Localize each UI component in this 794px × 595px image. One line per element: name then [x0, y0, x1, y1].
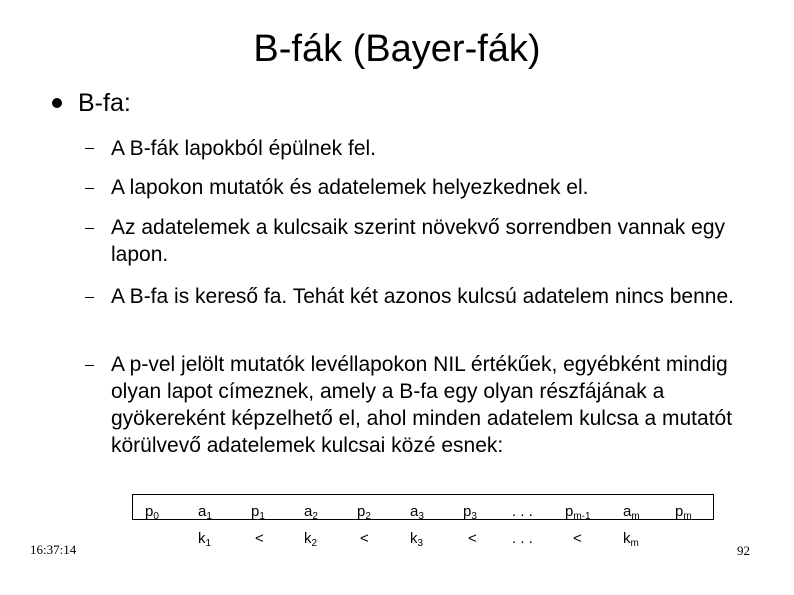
node-symbol: p	[565, 503, 574, 520]
key-cell	[623, 530, 639, 548]
node-cell	[251, 503, 265, 521]
key-subscript: 2	[311, 538, 318, 549]
bullet-item: A B-fa is kereső fa. Tehát két azonos kulcsú adatelem nincs benne.	[111, 285, 734, 308]
key-symbol: k	[410, 530, 418, 547]
node-cell	[565, 503, 591, 521]
key-subscript: 3	[417, 538, 424, 549]
key-symbol: <	[573, 530, 582, 547]
footer-timestamp: 16:37:14	[30, 542, 77, 557]
bullet-item: A p-vel jelölt mutatók levéllapokon NIL értékűek, egyébként mindig olyan lapot címeznek, amely a B-fa egy olyan részfájának a gyökereként képzelhető el, ahol minden adatelem kulcsa a mutatót körülvevő adatelemek kulcsai közé esnek:	[111, 353, 733, 457]
node-symbol: p	[251, 503, 260, 520]
key-cell	[468, 530, 477, 548]
bullet-item: Az adatelemek a kulcsaik szerint növekvő sorrendben vannak egy lapon.	[111, 216, 726, 266]
key-symbol: . . .	[512, 530, 533, 547]
key-symbol: <	[360, 530, 369, 547]
node-subscript: m	[631, 511, 640, 522]
node-subscript: 3	[418, 511, 424, 522]
footer-page-number: 92	[737, 543, 750, 558]
bullet-item: A B-fák lapokból épülnek fel.	[111, 137, 377, 160]
node-cell	[463, 503, 477, 521]
node-cell	[145, 503, 159, 521]
key-cell	[573, 530, 582, 548]
node-cell	[304, 503, 318, 521]
key-symbol: k	[304, 530, 312, 547]
dash-bullet-icon	[85, 228, 94, 229]
key-subscript: 1	[205, 538, 212, 549]
node-symbol: a	[304, 503, 313, 520]
node-symbol: a	[410, 503, 419, 520]
node-cell	[198, 503, 212, 521]
dash-bullet-icon	[85, 148, 94, 149]
node-cell	[675, 503, 692, 521]
key-cell	[304, 530, 317, 548]
bullet-dot-icon	[52, 98, 62, 108]
key-cell	[410, 530, 423, 548]
dash-bullet-icon	[85, 365, 94, 366]
dash-bullet-icon	[85, 297, 94, 298]
node-subscript: 1	[259, 511, 265, 522]
node-subscript: m	[683, 511, 692, 522]
key-symbol: <	[255, 530, 264, 547]
key-symbol: k	[623, 530, 631, 547]
node-symbol: a	[198, 503, 207, 520]
level1-heading: B-fa:	[78, 89, 131, 117]
key-symbol: <	[468, 530, 477, 547]
key-cell	[360, 530, 369, 548]
node-subscript: 1	[206, 511, 212, 522]
node-cell	[357, 503, 371, 521]
key-subscript: m	[630, 538, 639, 549]
node-symbol: p	[145, 503, 154, 520]
key-cell	[198, 530, 211, 548]
node-symbol: p	[675, 503, 684, 520]
node-cell	[410, 503, 424, 521]
node-subscript: 3	[471, 511, 477, 522]
node-cell	[512, 503, 533, 521]
key-symbol: k	[198, 530, 206, 547]
key-cell	[255, 530, 264, 548]
node-subscript: 2	[365, 511, 371, 522]
node-subscript: 0	[153, 511, 159, 522]
node-symbol: p	[463, 503, 472, 520]
node-subscript: 2	[312, 511, 318, 522]
slide-title: B-fák (Bayer-fák)	[253, 28, 541, 70]
node-symbol: p	[357, 503, 366, 520]
node-symbol: a	[623, 503, 632, 520]
node-symbol: . . .	[512, 503, 533, 520]
dash-bullet-icon	[85, 188, 94, 189]
bullet-item: A lapokon mutatók és adatelemek helyezkednek el.	[111, 176, 589, 199]
node-subscript: m-1	[573, 511, 591, 522]
key-cell	[512, 530, 533, 548]
node-cell	[623, 503, 640, 521]
